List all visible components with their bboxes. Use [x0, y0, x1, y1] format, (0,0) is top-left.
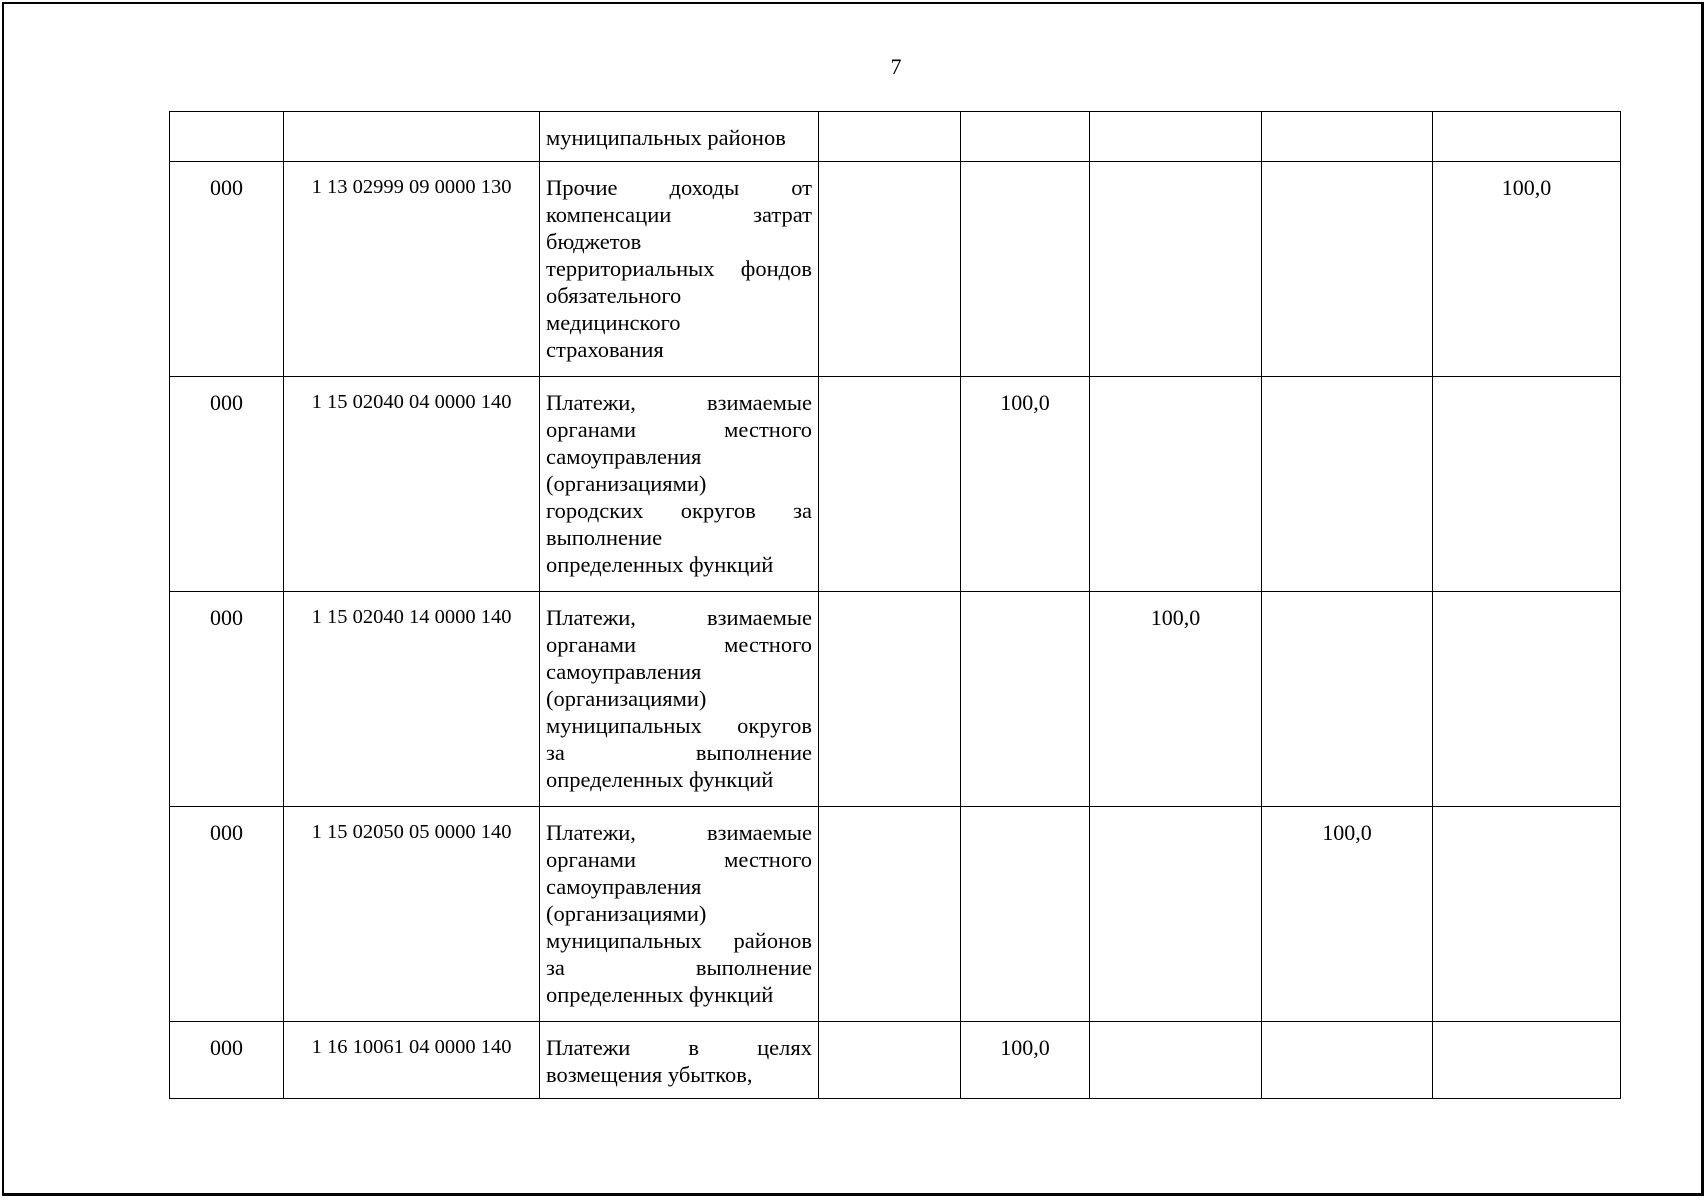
income-name-line: муниципальных районов [546, 125, 786, 150]
amount-cell [819, 592, 961, 807]
income-name-line: самоуправления [546, 444, 702, 469]
budget-code-cell: 1 16 10061 04 0000 140 [284, 1022, 540, 1099]
table-row [170, 1022, 1621, 1099]
income-name-line: страхования [546, 337, 664, 362]
admin-code-cell: 000 [170, 162, 284, 377]
table-row [170, 807, 1621, 1022]
income-name-line: территориальных фондов [546, 256, 812, 281]
income-name-line: Прочие доходы от [546, 175, 812, 200]
amount-cell: 100,0 [1433, 162, 1621, 377]
table-row [170, 162, 1621, 377]
amount-cell [961, 112, 1090, 162]
income-name-line: (организациями) [546, 471, 707, 496]
amount-cell [1433, 1022, 1621, 1099]
admin-code-cell [170, 112, 284, 162]
amount-cell [1090, 377, 1262, 592]
income-name-line: бюджетов [546, 229, 642, 254]
amount-cell: 100,0 [1262, 807, 1433, 1022]
income-name-line: возмещения убытков, [546, 1062, 753, 1087]
income-name-line: городских округов за [546, 498, 812, 523]
income-name-line: определенных функций [546, 982, 774, 1007]
amount-cell [1433, 592, 1621, 807]
budget-code-cell: 1 15 02040 04 0000 140 [284, 377, 540, 592]
income-name-line: самоуправления [546, 874, 702, 899]
budget-table [169, 111, 1621, 1099]
income-name-line: выполнение [546, 525, 663, 550]
table-row [170, 377, 1621, 592]
budget-code-cell: 1 13 02999 09 0000 130 [284, 162, 540, 377]
income-name-cell [540, 1022, 819, 1099]
admin-code-cell: 000 [170, 592, 284, 807]
amount-cell [1262, 592, 1433, 807]
income-name-line: Платежи, взимаемые [546, 820, 812, 845]
amount-cell [1090, 1022, 1262, 1099]
table-row [170, 112, 1621, 162]
amount-cell [1262, 162, 1433, 377]
budget-code-cell [284, 112, 540, 162]
income-name-cell [540, 377, 819, 592]
amount-cell [1433, 807, 1621, 1022]
income-name-line: Платежи в целях [546, 1035, 812, 1060]
admin-code-cell: 000 [170, 807, 284, 1022]
income-name-cell [540, 807, 819, 1022]
income-name-line: Платежи, взимаемые [546, 390, 812, 415]
amount-cell [819, 162, 961, 377]
budget-code-cell: 1 15 02040 14 0000 140 [284, 592, 540, 807]
income-name-line: определенных функций [546, 552, 774, 577]
amount-cell [1262, 377, 1433, 592]
amount-cell [819, 807, 961, 1022]
income-name-line: муниципальных округов [546, 713, 812, 738]
amount-cell: 100,0 [961, 1022, 1090, 1099]
amount-cell [1090, 162, 1262, 377]
income-name-line: (организациями) [546, 686, 707, 711]
income-name-line: определенных функций [546, 767, 774, 792]
income-name-cell [540, 112, 819, 162]
income-name-line: самоуправления [546, 659, 702, 684]
amount-cell [961, 592, 1090, 807]
income-name-line: (организациями) [546, 901, 707, 926]
amount-cell [819, 112, 961, 162]
income-name-line: органами местного [546, 847, 812, 872]
amount-cell [819, 377, 961, 592]
table-row [170, 592, 1621, 807]
income-name-line: органами местного [546, 632, 812, 657]
income-name-line: обязательного [546, 283, 682, 308]
table-body [170, 112, 1621, 1099]
income-name-line: органами местного [546, 417, 812, 442]
admin-code-cell: 000 [170, 377, 284, 592]
income-name-cell [540, 162, 819, 377]
income-name-line: за выполнение [546, 740, 812, 765]
amount-cell [1433, 112, 1621, 162]
income-name-line: за выполнение [546, 955, 812, 980]
income-name-cell [540, 592, 819, 807]
amount-cell [961, 807, 1090, 1022]
income-name-line: компенсации затрат [546, 202, 812, 227]
page-number: 7 [890, 54, 902, 79]
amount-cell [1262, 1022, 1433, 1099]
budget-code-cell: 1 15 02050 05 0000 140 [284, 807, 540, 1022]
amount-cell [1262, 112, 1433, 162]
admin-code-cell: 000 [170, 1022, 284, 1099]
amount-cell [1433, 377, 1621, 592]
income-name-line: муниципальных районов [546, 928, 812, 953]
amount-cell [961, 162, 1090, 377]
amount-cell: 100,0 [1090, 592, 1262, 807]
amount-cell [819, 1022, 961, 1099]
amount-cell: 100,0 [961, 377, 1090, 592]
income-name-line: медицинского [546, 310, 681, 335]
income-name-line: Платежи, взимаемые [546, 605, 812, 630]
amount-cell [1090, 112, 1262, 162]
amount-cell [1090, 807, 1262, 1022]
